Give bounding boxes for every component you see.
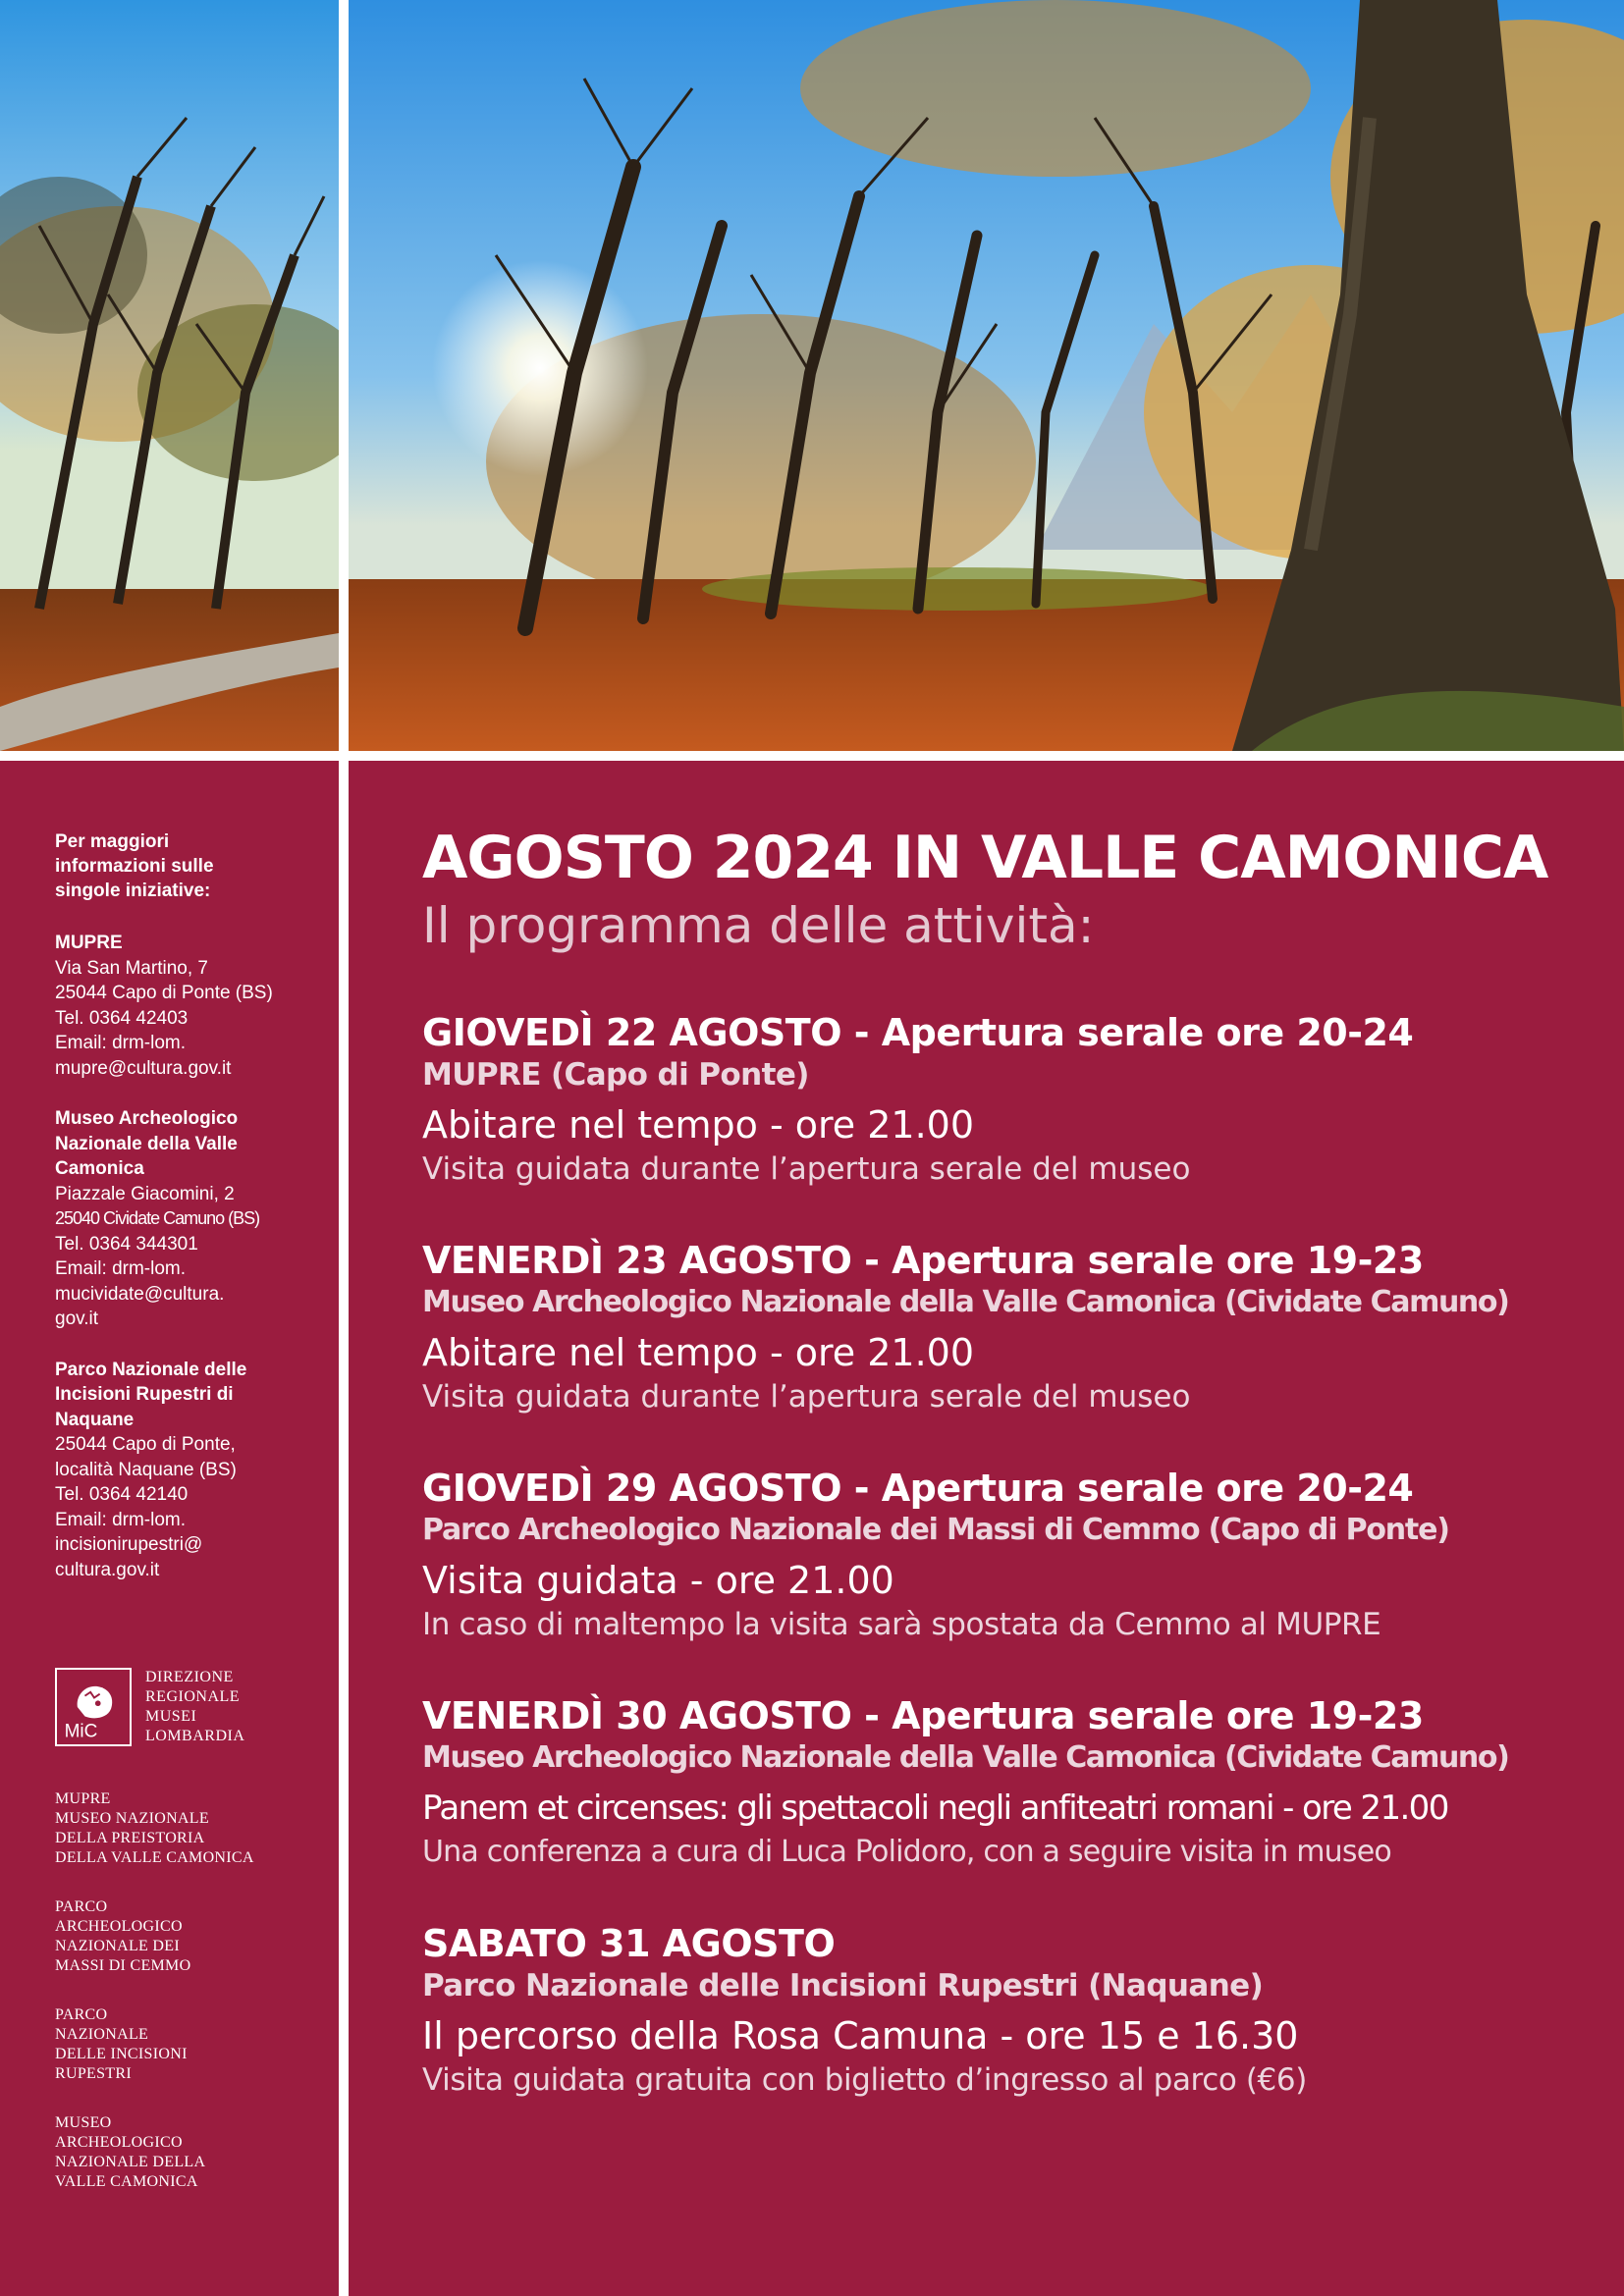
event-title: Panem et circenses: gli spettacoli negli anfiteatri romani - ore 21.00: [422, 1789, 1448, 1828]
event-date: VENERDÌ 23 AGOSTO - Apertura serale ore 19-23: [422, 1239, 1424, 1282]
partner-incisioni-rupestri: [55, 2005, 291, 2084]
event-description: Visita guidata durante l’apertura serale del museo: [422, 1151, 1191, 1187]
event-place: Parco Nazionale delle Incisioni Rupestri (Naquane): [422, 1968, 1264, 2003]
page-title: AGOSTO 2024 IN VALLE CAMONICA: [422, 824, 1548, 892]
mic-mark-text: MiC: [64, 1721, 98, 1742]
event-date: SABATO 31 AGOSTO: [422, 1922, 836, 1965]
partner-line: MUSEO NAZIONALE: [55, 1810, 209, 1827]
partner-line: MUSEO: [55, 2114, 112, 2131]
partner-line: PARCO: [55, 2006, 108, 2023]
contact-address: Piazzale Giacomini, 2: [55, 1183, 235, 1204]
contact-email-cont[interactable]: gov.it: [55, 1308, 99, 1329]
contact-email[interactable]: Email: drm-lom.: [55, 1033, 187, 1053]
contact-city: 25040 Cividate Camuno (BS): [55, 1208, 260, 1228]
info-heading: Per maggiori informazioni sulle singole iniziative:: [55, 831, 214, 901]
event-description: Una conferenza a cura di Luca Polidoro, con a seguire visita in museo: [422, 1835, 1391, 1869]
event-description: Visita guidata gratuita con biglietto d’ingresso al parco (€6): [422, 2062, 1307, 2098]
contact-name: MUPRE: [55, 933, 123, 953]
mic-line: DIREZIONE: [145, 1669, 234, 1685]
contact-mupre: [55, 931, 339, 1081]
event-place: MUPRE (Capo di Ponte): [422, 1057, 809, 1093]
event-description: In caso di maltempo la visita sarà spostata da Cemmo al MUPRE: [422, 1607, 1381, 1642]
event-place: Parco Archeologico Nazionale dei Massi di Cemmo (Capo di Ponte): [422, 1513, 1449, 1547]
event-item: [422, 1921, 1624, 2100]
contact-email-cont[interactable]: mucividate@cultura.: [55, 1283, 225, 1305]
partner-line: MASSI DI CEMMO: [55, 1957, 191, 1974]
partner-line: VALLE CAMONICA: [55, 2173, 198, 2190]
contact-email[interactable]: Email: drm-lom.: [55, 1258, 187, 1279]
contact-phone: Tel. 0364 42140: [55, 1484, 189, 1505]
contact-city: 25044 Capo di Ponte (BS): [55, 983, 273, 1003]
event-item: [422, 1466, 1624, 1644]
partner-line: DELLA PREISTORIA: [55, 1830, 205, 1846]
event-date: GIOVEDÌ 22 AGOSTO - Apertura serale ore 20-24: [422, 1011, 1414, 1054]
mic-logo-text: [145, 1668, 244, 1746]
contact-sidebar: [0, 761, 339, 2296]
partner-mupre: [55, 1789, 291, 1868]
partner-line: ARCHEOLOGICO: [55, 2134, 183, 2151]
event-title: Visita guidata - ore 21.00: [422, 1559, 894, 1602]
contact-museo-cividate: [55, 1106, 339, 1332]
event-date: GIOVEDÌ 29 AGOSTO - Apertura serale ore 20-24: [422, 1467, 1414, 1510]
event-description: Visita guidata durante l’apertura serale del museo: [422, 1379, 1191, 1415]
autumn-forest-photo-left: [0, 0, 339, 751]
contact-email[interactable]: Email: drm-lom.: [55, 1509, 187, 1530]
partner-line: NAZIONALE: [55, 2026, 149, 2043]
mic-line: LOMBARDIA: [145, 1728, 245, 1744]
contact-email-cont[interactable]: cultura.gov.it: [55, 1559, 160, 1580]
contact-city: località Naquane (BS): [55, 1459, 237, 1480]
contact-phone: Tel. 0364 344301: [55, 1233, 198, 1255]
mic-logo: [55, 1668, 339, 1746]
partner-line: PARCO: [55, 1898, 108, 1915]
partner-line: DELLE INCISIONI: [55, 2046, 188, 2062]
partner-line: ARCHEOLOGICO: [55, 1918, 183, 1935]
contact-phone: Tel. 0364 42403: [55, 1007, 189, 1029]
partner-line: DELLA VALLE CAMONICA: [55, 1849, 254, 1866]
event-item: [422, 1238, 1624, 1416]
contact-name: Museo Archeologico Nazionale della Valle Camonica: [55, 1108, 239, 1179]
contact-email-cont[interactable]: mupre@cultura.gov.it: [55, 1057, 232, 1079]
page-subtitle: Il programma delle attività:: [422, 897, 1095, 954]
event-title: Abitare nel tempo - ore 21.00: [422, 1331, 975, 1374]
contact-email-cont[interactable]: incisionirupestri@: [55, 1534, 203, 1555]
event-place: Museo Archeologico Nazionale della Valle Camonica (Cividate Camuno): [422, 1740, 1509, 1775]
partner-museo-valle-camonica: [55, 2113, 291, 2192]
partner-line: RUPESTRI: [55, 2065, 132, 2082]
event-item: [422, 1010, 1624, 1189]
mic-line: MUSEI: [145, 1708, 197, 1725]
autumn-forest-photo-main: [349, 0, 1624, 751]
event-place: Museo Archeologico Nazionale della Valle Camonica (Cividate Camuno): [422, 1285, 1509, 1319]
program-panel: [349, 761, 1624, 2296]
contact-parco-naquane: [55, 1358, 339, 1583]
contact-address: Via San Martino, 7: [55, 957, 208, 979]
mic-emblem-icon: [55, 1668, 132, 1746]
mic-line: REGIONALE: [145, 1688, 241, 1705]
event-date: VENERDÌ 30 AGOSTO - Apertura serale ore 19-23: [422, 1694, 1424, 1737]
contact-name: Parco Nazionale delle Incisioni Rupestri di Naquane: [55, 1359, 247, 1430]
event-item: [422, 1693, 1624, 1872]
partner-line: NAZIONALE DEI: [55, 1938, 180, 1954]
partner-line: MUPRE: [55, 1790, 111, 1807]
partner-line: NAZIONALE DELLA: [55, 2154, 206, 2170]
event-title: Abitare nel tempo - ore 21.00: [422, 1103, 975, 1147]
partner-massi-cemmo: [55, 1897, 291, 1976]
event-title: Il percorso della Rosa Camuna - ore 15 e 16.30: [422, 2014, 1299, 2057]
contact-address: 25044 Capo di Ponte,: [55, 1434, 236, 1455]
